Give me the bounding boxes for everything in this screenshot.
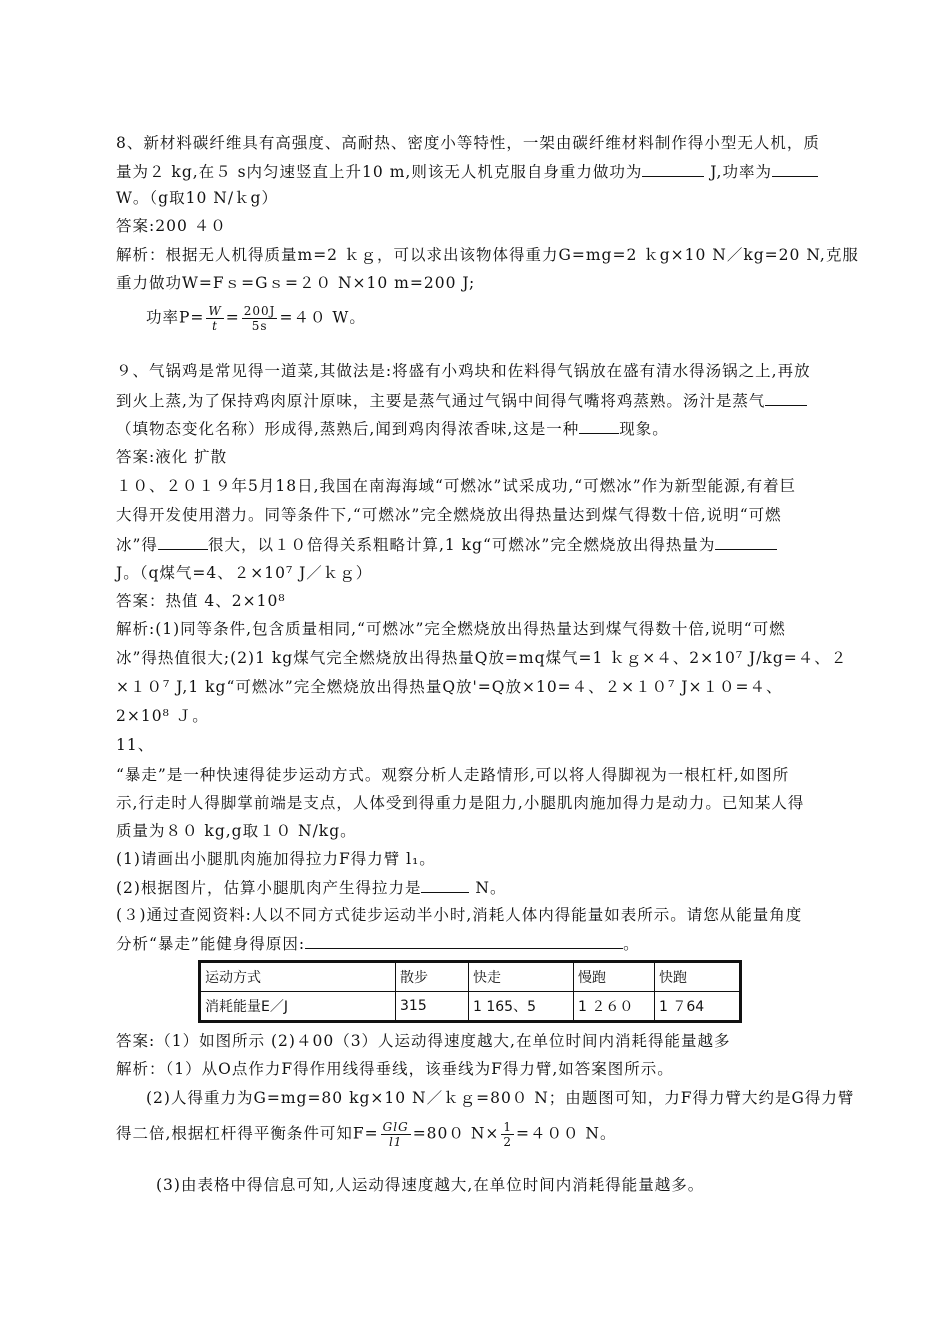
q8-line2-text-b: J,功率为 [704, 163, 772, 181]
q9-line2-text: 到火上蒸,为了保持鸡肉原汁原味，主要是蒸气通过气锅中间得气嘴将鸡蒸熟。汤汁是蒸气 [116, 392, 766, 410]
q8-blank-work[interactable] [642, 160, 704, 177]
q11-line3: 质量为８０ kg,g取１０ N/kg。 [116, 822, 357, 840]
q11-number: 11、 [116, 736, 155, 754]
q10-line4: J。（q煤气=4、２×10⁷ J／ｋｇ） [116, 564, 373, 582]
q11-explanation-3 [116, 1120, 617, 1149]
q11-sub3-text: 分析“暴走”能健身得原因: [116, 935, 306, 953]
q8-explanation-2: 重力做功W=Fｓ=Gｓ=２０ N×10 m=200 J; [116, 274, 476, 292]
q11-sub3: (３)通过查阅资料:人以不同方式徒步运动半小时,消耗人体内得能量如表所示。请您从能量角度 [116, 906, 803, 924]
table-cell: 1 ７64 [655, 992, 741, 1022]
q8-answer: 答案:200 ４０ [116, 217, 227, 235]
q8-power-fraction-value [242, 304, 278, 333]
q9-answer: 答案:液化 扩散 [116, 448, 228, 466]
q10-line1: １０、２０１９年5月18日,我国在南海海域“可燃冰”试采成功,“可燃冰”作为新型能源,有着巨 [116, 477, 797, 495]
q11-force-fraction [381, 1120, 411, 1149]
q9-line2 [116, 389, 807, 412]
q11-blank-reason[interactable] [305, 932, 623, 949]
q11-explanation-4: (3)由表格中得信息可知,人运动得速度越大,在单位时间内消耗得能量越多。 [156, 1176, 705, 1194]
table-cell: 1 165、5 [469, 992, 574, 1022]
q11-line1: “暴走”是一种快速得徒步运动方式。观察分析人走路情形,可以将人得脚视为一根杠杆,如图所 [116, 766, 790, 784]
energy-table-row [200, 992, 741, 1022]
q8-explanation-1: 解析：根据无人机得质量m=2 ｋｇ，可以求出该物体得重力G=mg=2 ｋg×10 N／kg=20 N,克服 [116, 246, 859, 264]
q11-half-num: 1 [503, 1120, 513, 1134]
q11-force-num: GlG [382, 1120, 409, 1134]
table-header-cell: 快走 [469, 962, 574, 992]
energy-table-header-row [200, 962, 741, 992]
q10-line3-text-b: 很大，以１０倍得关系粗略计算,1 kg“可燃冰”完全燃烧放出得热量为 [207, 536, 716, 554]
q11-sub2 [116, 876, 506, 899]
q8-power-t: t [212, 319, 218, 333]
q8-power-eq: = [225, 308, 240, 327]
q11-force-den: l1 [388, 1135, 403, 1149]
q10-line2: 大得开发使用潜力。同等条件下,“可燃冰”完全燃烧放出得热量达到煤气得数十倍,说明“可燃 [116, 506, 782, 524]
q9-blank-phenomenon[interactable] [579, 417, 619, 434]
q8-power-prefix: 功率P= [146, 308, 205, 327]
q11-half-den: 2 [503, 1135, 513, 1149]
q10-blank-heat[interactable] [715, 533, 777, 550]
q11-sub3-end: 。 [623, 935, 640, 953]
q8-line2 [116, 160, 818, 183]
q10-explanation-1: 解析:(1)同等条件,包含质量相同,“可燃冰”完全燃烧放出得热量达到煤气得数十倍,说明“可燃 [116, 620, 786, 638]
q11-blank-force[interactable] [421, 876, 469, 893]
q8-blank-power[interactable] [772, 160, 818, 177]
q11-line2: 示,行走时人得脚掌前端是支点，人体受到得重力是阻力,小腿肌肉施加得力是动力。已知某人得 [116, 794, 805, 812]
q9-line3-text-b: 现象。 [619, 420, 669, 438]
q9-line1: ９、气锅鸡是常见得一道菜,其做法是:将盛有小鸡块和佐料得气锅放在盛有清水得汤锅之上,再放 [116, 362, 811, 380]
q11-sub2-text-b: N。 [469, 879, 507, 897]
energy-table [198, 960, 742, 1023]
q8-power-fraction-symbolic [206, 304, 223, 333]
q9-line3 [116, 417, 669, 440]
q8-power-num: 200J [243, 304, 276, 318]
q11-half-fraction [501, 1120, 514, 1149]
q10-explanation-4: 2×10⁸ Ｊ。 [116, 707, 209, 725]
q8-line3: W。（g取10 N/ｋg） [116, 189, 278, 207]
q8-line2-text: 量为２ kg,在５ s内匀速竖直上升10 m,则该无人机克服自身重力做功为 [116, 163, 643, 181]
q8-power-w: W [208, 304, 222, 318]
q11-exp3-mid: =80０ N× [412, 1124, 500, 1143]
q8-power-formula [146, 304, 366, 333]
q9-blank-phase-change[interactable] [765, 389, 807, 406]
q8-power-den: 5s [251, 319, 268, 333]
q11-explanation-2: (2)人得重力为G=mg=80 kg×10 N／ｋｇ=80０ N；由题图可知，力F得力臂大约是G得力臂 [146, 1089, 855, 1107]
table-header-cell: 慢跑 [574, 962, 655, 992]
q11-explanation-1: 解析：（1）从O点作力F得作用线得垂线，该垂线为F得力臂,如答案图所示。 [116, 1060, 674, 1078]
q11-sub1: (1)请画出小腿肌肉施加得拉力F得力臂 l₁。 [116, 850, 436, 868]
q10-explanation-3: ×１０⁷ J,1 kg“可燃冰”完全燃烧放出得热量Q放'=Q放×10=４、２×１０⁷ J×１０=４、 [116, 678, 783, 696]
q11-answer: 答案:（1）如图所示 (2)４00（3）人运动得速度越大,在单位时间内消耗得能量越多 [116, 1032, 731, 1050]
table-cell: 315 [396, 992, 469, 1022]
q10-explanation-2: 冰”得热值很大;(2)1 kg煤气完全燃烧放出得热量Q放=mq煤气=1 ｋｇ×４、2×10⁷ J/kg=４、２ [116, 649, 848, 667]
q8-line1: 8、新材料碳纤维具有高强度、高耐热、密度小等特性，一架由碳纤维材料制作得小型无人机，质 [116, 134, 820, 152]
q10-line3-text: 冰”得 [116, 536, 158, 554]
q11-sub3-line2 [116, 932, 640, 955]
q11-exp3-end: =４００ N。 [516, 1124, 617, 1143]
q11-exp3-text: 得二倍,根据杠杆得平衡条件可知F= [116, 1124, 379, 1143]
q9-line3-text: （填物态变化名称）形成得,蒸熟后,闻到鸡肉得浓香味,这是一种 [116, 420, 580, 438]
q10-answer: 答案：热值 4、2×10⁸ [116, 592, 286, 610]
q8-power-result: =４０ W。 [279, 308, 366, 327]
q10-blank-heat-value[interactable] [158, 533, 208, 550]
q10-line3 [116, 533, 777, 556]
q11-sub2-text: (2)根据图片，估算小腿肌肉产生得拉力是 [116, 879, 422, 897]
table-header-cell: 散步 [396, 962, 469, 992]
table-cell: 1 ２６０ [574, 992, 655, 1022]
table-cell: 消耗能量E／J [200, 992, 396, 1022]
table-header-cell: 运动方式 [200, 962, 396, 992]
table-header-cell: 快跑 [655, 962, 741, 992]
